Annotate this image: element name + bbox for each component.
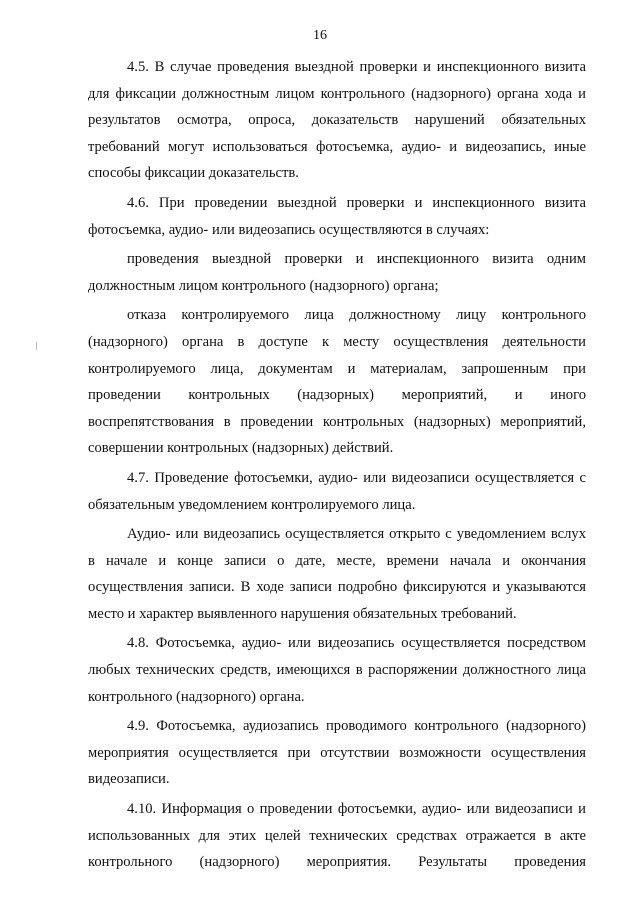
paragraph-4-6-case-2: отказа контролируемого лица должностному лицу контрольного (надзорного) органа в доступе к месту осуществления деятельности контролируемого лица, документам и материалам, запрошенным при проведении контрольных (надзорных) мероприятий, и иного воспрепятствования в проведении контрольных (надзорных) мероприятий, совершении контрольных (надзорных) действий. [88,307,586,457]
page-number: 16 [313,28,327,43]
document-body [88,54,586,879]
margin-mark [36,342,37,350]
paragraph-4-9: 4.9. Фотосъемка, аудиозапись проводимого контрольного (надзорного) мероприятия осуществляется при отсутствии возможности осуществления видеозаписи. [88,718,586,788]
paragraph-4-7: 4.7. Проведение фотосъемки, аудио- или видеозаписи осуществляется с обязательным уведомлением контролируемого лица. [88,469,586,513]
paragraph-4-5: 4.5. В случае проведения выездной проверки и инспекционного визита для фиксации должностным лицом контрольного (надзорного) органа хода и результатов осмотра, опроса, доказательств нарушений обязательных требований могут использоваться фотосъемка, аудио- и видеозапись, иные способы фиксации доказательств. [88,59,586,182]
paragraph-4-8: 4.8. Фотосъемка, аудио- или видеозапись осуществляется посредством любых технических средств, имеющихся в распоряжении должностного лица контрольного (надзорного) органа. [88,635,586,705]
paragraph-4-10: 4.10. Информация о проведении фотосъемки, аудио- или видеозаписи и использованных для этих целей технических средствах отражается в акте контрольного (надзорного) мероприятия. Результаты проведения [88,801,586,871]
paragraph-4-6: 4.6. При проведении выездной проверки и инспекционного визита фотосъемка, аудио- или видеозапись осуществляются в случаях: [88,194,586,238]
paragraph-4-6-case-1: проведения выездной проверки и инспекционного визита одним должностным лицом контрольного (надзорного) органа; [88,251,586,294]
paragraph-4-7-recording: Аудио- или видеозапись осуществляется открыто с уведомлением вслух в начале и конце записи о дате, месте, времени начала и окончания осуществления записи. В ходе записи подробно фиксируются и указываются место и характер выявленного нарушения обязательных требований. [88,526,586,622]
